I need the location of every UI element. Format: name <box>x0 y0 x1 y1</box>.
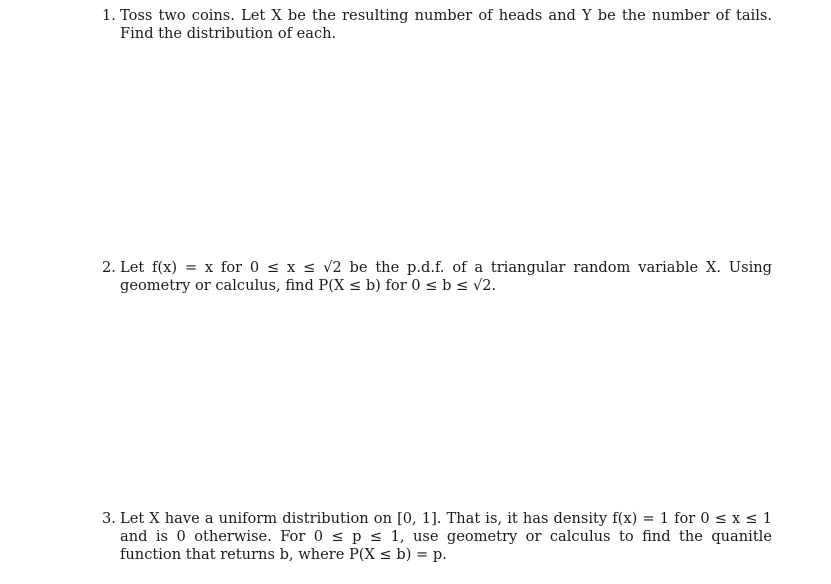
problem-text: Toss two coins. Let X be the resulting number of heads and Y be the number of tails. Find the distribution of each. <box>120 7 772 42</box>
problem-number: 1. <box>102 7 116 24</box>
problem-number: 3. <box>102 510 116 527</box>
problem-text: Let f(x) = x for 0 ≤ x ≤ √2 be the p.d.f. of a triangular random variable X. Using geometry or calculus, find P(X ≤ b) for 0 ≤ b ≤ √2. <box>120 259 772 294</box>
problem-3 <box>102 510 772 564</box>
problem-1 <box>102 7 772 43</box>
problem-text: Let X have a uniform distribution on [0, 1]. That is, it has density f(x) = 1 for 0 ≤ x ≤ 1 and is 0 otherwise. For 0 ≤ p ≤ 1, use geometry or calculus to find the quanitle function that returns b, where P(X ≤ b) = p. <box>120 510 772 563</box>
problem-2 <box>102 259 772 295</box>
problem-number: 2. <box>102 259 116 276</box>
